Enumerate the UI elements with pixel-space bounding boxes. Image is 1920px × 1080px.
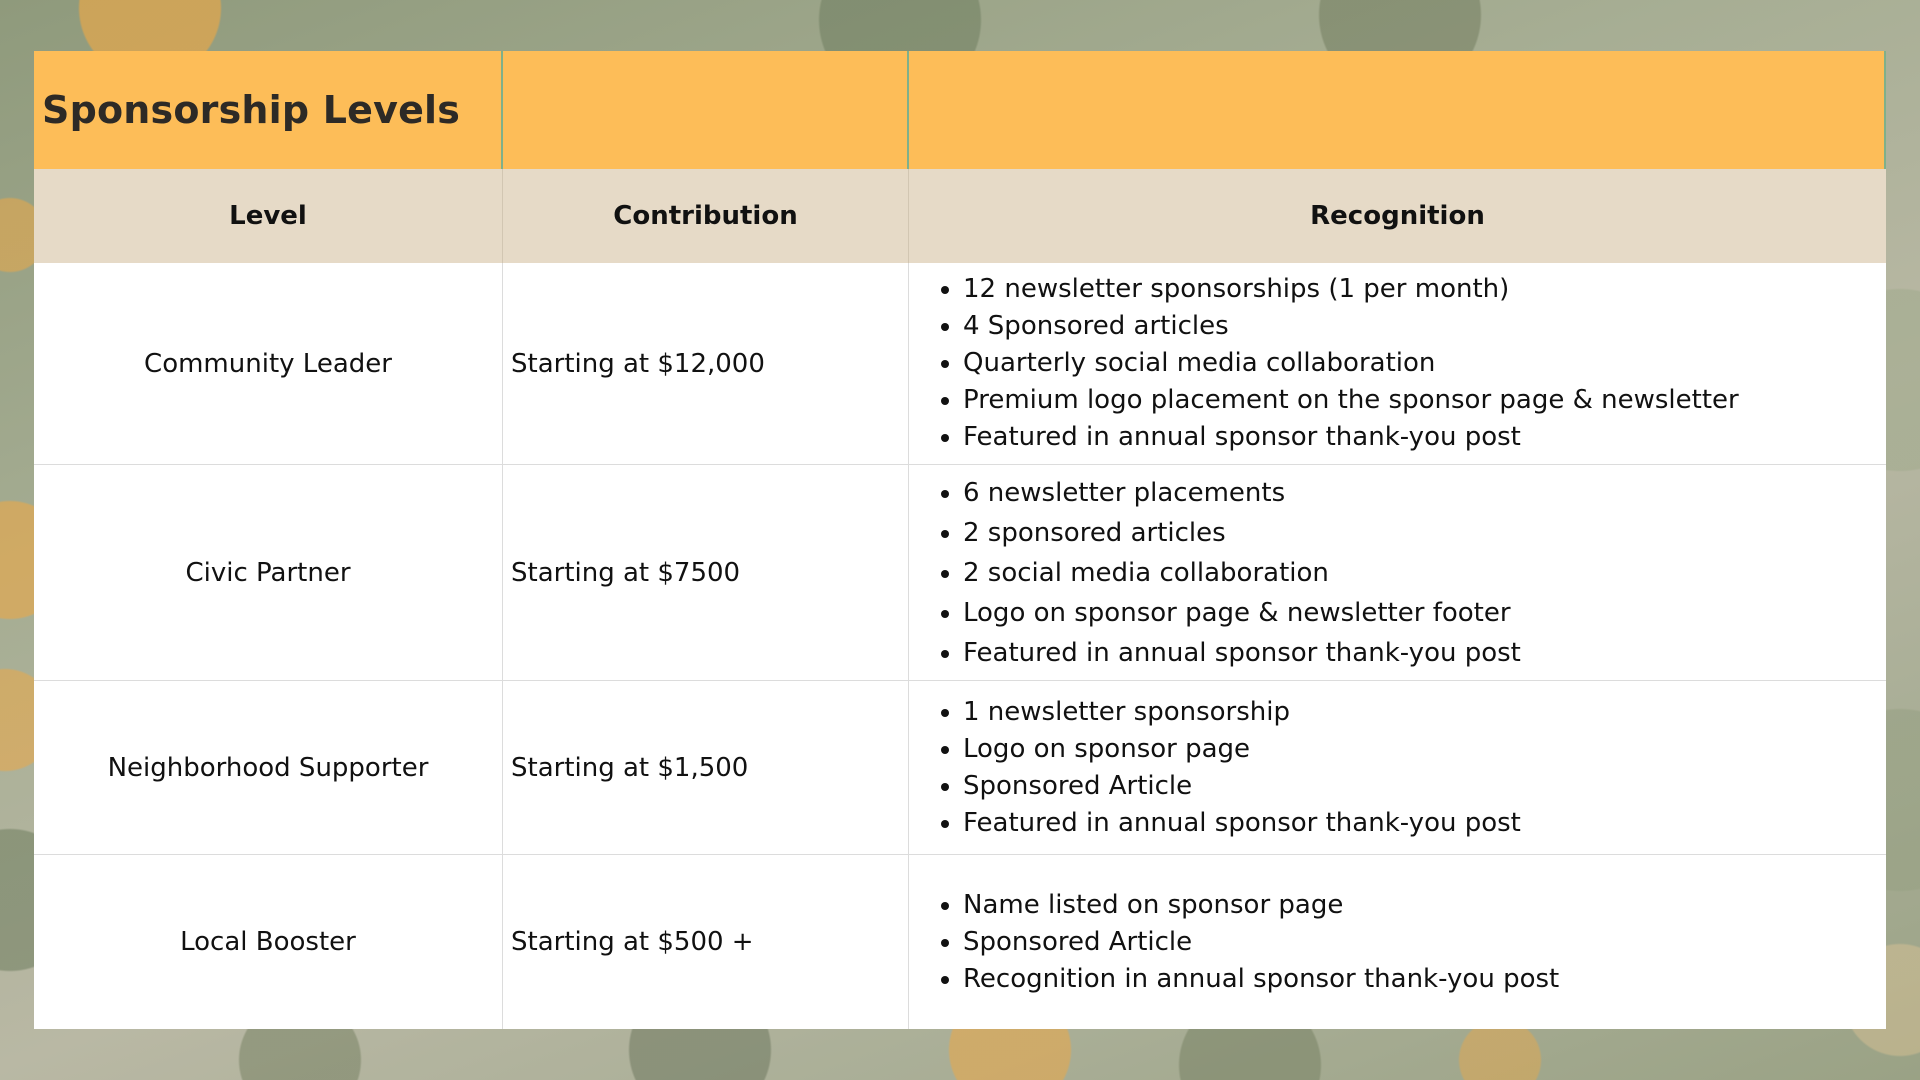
- title-cell-empty-1: [503, 51, 909, 169]
- header-level: Level: [34, 169, 503, 263]
- header-recognition: Recognition: [909, 169, 1886, 263]
- level-cell: Civic Partner: [34, 465, 503, 681]
- recognition-item: • Featured in annual sponsor thank-you post: [963, 805, 1521, 842]
- page-title: Sponsorship Levels: [42, 88, 461, 132]
- recognition-item: • Logo on sponsor page: [963, 731, 1521, 768]
- recognition-item: • 6 newsletter placements: [963, 473, 1521, 513]
- contribution-cell: Starting at $1,500: [503, 681, 909, 855]
- recognition-item: • Featured in annual sponsor thank-you post: [963, 633, 1521, 673]
- level-cell: Local Booster: [34, 855, 503, 1029]
- recognition-list: [909, 271, 1739, 456]
- level-cell: Community Leader: [34, 263, 503, 465]
- recognition-list: [909, 694, 1521, 842]
- recognition-cell: [909, 681, 1886, 855]
- recognition-item: • 2 social media collaboration: [963, 553, 1521, 593]
- recognition-item: • Logo on sponsor page & newsletter footer: [963, 593, 1521, 633]
- contribution-cell: Starting at $7500: [503, 465, 909, 681]
- level-cell: Neighborhood Supporter: [34, 681, 503, 855]
- recognition-item: • 2 sponsored articles: [963, 513, 1521, 553]
- recognition-list: [909, 473, 1521, 673]
- sponsorship-table-panel: [34, 51, 1886, 1029]
- recognition-item: • 4 Sponsored articles: [963, 308, 1739, 345]
- contribution-cell: Starting at $12,000: [503, 263, 909, 465]
- recognition-item: • Recognition in annual sponsor thank-you post: [963, 961, 1559, 998]
- sponsorship-table: [34, 51, 1886, 1029]
- recognition-item: • Quarterly social media collaboration: [963, 345, 1739, 382]
- recognition-item: • 1 newsletter sponsorship: [963, 694, 1521, 731]
- recognition-cell: [909, 465, 1886, 681]
- header-contribution: Contribution: [503, 169, 909, 263]
- title-cell: [34, 51, 503, 169]
- recognition-list: [909, 887, 1559, 998]
- recognition-cell: [909, 855, 1886, 1029]
- recognition-cell: [909, 263, 1886, 465]
- recognition-item: • Premium logo placement on the sponsor page & newsletter: [963, 382, 1739, 419]
- title-cell-empty-2: [909, 51, 1886, 169]
- recognition-item: • Sponsored Article: [963, 924, 1559, 961]
- recognition-item: • Featured in annual sponsor thank-you post: [963, 419, 1739, 456]
- recognition-item: • 12 newsletter sponsorships (1 per month): [963, 271, 1739, 308]
- recognition-item: • Name listed on sponsor page: [963, 887, 1559, 924]
- contribution-cell: Starting at $500 +: [503, 855, 909, 1029]
- recognition-item: • Sponsored Article: [963, 768, 1521, 805]
